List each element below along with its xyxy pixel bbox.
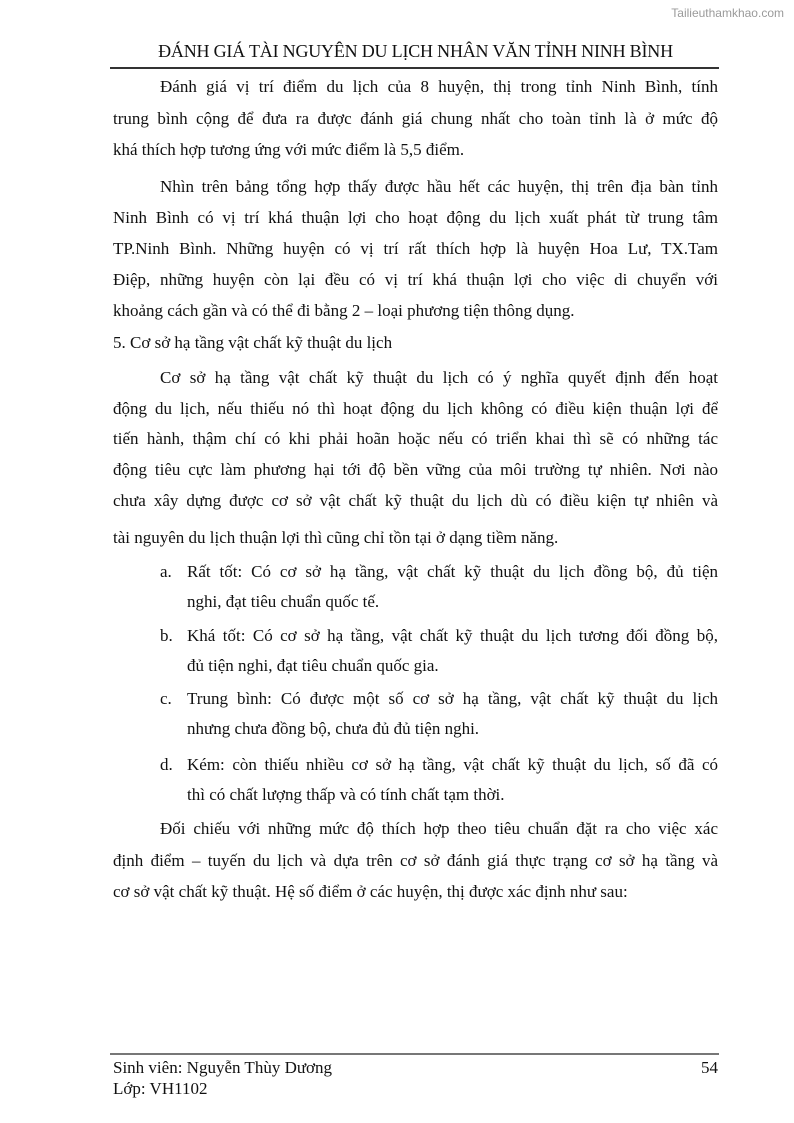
header-rule	[110, 67, 719, 69]
text-line: động tiêu cực làm phương hại tới độ bền vững của môi trường tự nhiên. Nơi nào	[113, 460, 718, 479]
text-line: Cơ sở hạ tầng vật chất kỹ thuật du lịch có ý nghĩa quyết định đến hoạt	[160, 368, 718, 387]
text-line: tài nguyên du lịch thuận lợi thì cũng chỉ tồn tại ở dạng tiềm năng.	[113, 528, 559, 547]
text-line: Khá tốt: Có cơ sở hạ tầng, vật chất kỹ thuật du lịch tương đối đồng bộ,	[187, 626, 718, 645]
text-line: định điểm – tuyến du lịch và dựa trên cơ sở đánh giá thực trạng cơ sở hạ tầng và	[113, 851, 718, 870]
text-line: Điệp, những huyện còn lại đều có vị trí khá thuận lợi cho việc di chuyển với	[113, 270, 718, 289]
section-heading: 5. Cơ sở hạ tầng vật chất kỹ thuật du lịch	[113, 333, 393, 352]
list-marker-a: a.	[160, 562, 172, 581]
footer-rule	[110, 1053, 719, 1055]
text-line: Kém: còn thiếu nhiều cơ sở hạ tầng, vật chất kỹ thuật du lịch, số đã có	[187, 755, 718, 774]
text-line: Trung bình: Có được một số cơ sở hạ tầng, vật chất kỹ thuật du lịch	[187, 689, 718, 708]
text-line: nhưng chưa đồng bộ, chưa đủ đủ tiện nghi.	[187, 719, 480, 738]
text-line: Rất tốt: Có cơ sở hạ tầng, vật chất kỹ thuật du lịch đồng bộ, đủ tiện	[187, 562, 718, 581]
text-line: Đối chiếu với những mức độ thích hợp theo tiêu chuẩn đặt ra cho việc xác	[160, 819, 718, 838]
text-line: thì có chất lượng thấp và có tính chất tạm thời.	[187, 785, 505, 804]
list-marker-d: d.	[160, 755, 173, 774]
text-line: động du lịch, nếu thiếu nó thì hoạt động du lịch không có điều kiện thuận lợi để	[113, 399, 718, 418]
text-line: khoảng cách gần và có thể đi bằng 2 – loại phương tiện thông dụng.	[113, 301, 575, 320]
text-line: đủ tiện nghi, đạt tiêu chuẩn quốc gia.	[187, 656, 439, 675]
page-number: 54	[701, 1058, 718, 1077]
text-line: Ninh Bình có vị trí khá thuận lợi cho hoạt động du lịch xuất phát từ trung tâm	[113, 208, 718, 227]
text-line: TP.Ninh Bình. Những huyện có vị trí rất thích hợp là huyện Hoa Lư, TX.Tam	[113, 239, 718, 258]
list-marker-c: c.	[160, 689, 172, 708]
text-line: Đánh giá vị trí điểm du lịch của 8 huyện, thị trong tỉnh Ninh Bình, tính	[160, 77, 718, 96]
footer-student: Sinh viên: Nguyễn Thùy Dương	[113, 1058, 333, 1077]
text-line: tiến hành, thậm chí có khi phải hoãn hoặc nếu có triển khai thì sẽ có những tác	[113, 429, 718, 448]
text-line: Nhìn trên bảng tổng hợp thấy được hầu hết các huyện, thị trên địa bàn tỉnh	[160, 177, 718, 196]
list-marker-b: b.	[160, 626, 173, 645]
running-header: ĐÁNH GIÁ TÀI NGUYÊN DU LỊCH NHÂN VĂN TỈNH NINH BÌNH	[158, 41, 673, 61]
text-line: trung bình cộng để đưa ra được đánh giá chung nhất cho toàn tỉnh là ở mức độ	[113, 109, 718, 128]
text-line: chưa xây dựng được cơ sở vật chất kỹ thuật du lịch dù có điều kiện tự nhiên và	[113, 491, 718, 510]
text-line: nghi, đạt tiêu chuẩn quốc tế.	[187, 592, 380, 611]
watermark: Tailieuthamkhao.com	[671, 6, 784, 20]
text-line: khá thích hợp tương ứng với mức điểm là 5,5 điểm.	[113, 140, 465, 159]
footer-class: Lớp: VH1102	[113, 1079, 208, 1098]
text-line: cơ sở vật chất kỹ thuật. Hệ số điểm ở các huyện, thị được xác định như sau:	[113, 882, 628, 901]
